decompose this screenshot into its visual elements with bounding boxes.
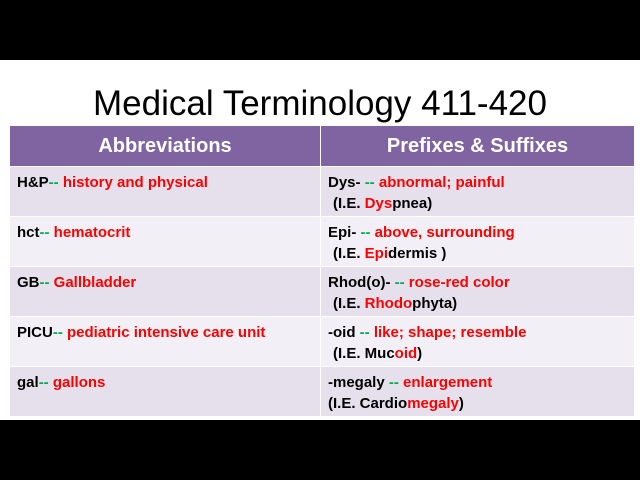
- prefixes-suffixes-header: Prefixes & Suffixes: [321, 126, 635, 167]
- example-highlight: Rhodo: [364, 295, 413, 312]
- term-cell: [321, 217, 635, 267]
- term-cell: [321, 167, 635, 217]
- table-header-row: [10, 126, 634, 167]
- abbreviation-cell: [10, 317, 321, 367]
- separator: --: [359, 324, 370, 341]
- separator: --: [364, 174, 375, 191]
- term-definition: above, surrounding: [370, 224, 515, 241]
- separator: --: [52, 324, 63, 341]
- separator: --: [388, 374, 399, 391]
- term-cell: [321, 367, 635, 417]
- abbreviation: PICU: [17, 324, 53, 341]
- example-prefix-text: (I.E.: [333, 295, 365, 312]
- table-row: [10, 317, 634, 367]
- term-cell: [321, 267, 635, 317]
- term-definition: like; shape; resemble: [369, 324, 527, 341]
- term-definition: rose-red color: [404, 274, 510, 291]
- abbreviation-cell: [10, 367, 321, 417]
- example-highlight: oid: [394, 345, 418, 362]
- term: Dys-: [328, 174, 361, 191]
- table-row: [10, 367, 634, 417]
- term: -oid: [328, 324, 356, 341]
- example-suffix-text: phyta): [412, 295, 458, 312]
- term-example: [328, 343, 628, 364]
- term: -megaly: [328, 374, 385, 391]
- terminology-table: [10, 126, 634, 416]
- term-cell: [321, 317, 635, 367]
- abbreviation-definition: history and physical: [58, 174, 208, 191]
- abbreviation-definition: Gallbladder: [49, 274, 137, 291]
- example-prefix-text: (I.E.: [333, 195, 365, 212]
- term-definition: enlargement: [398, 374, 493, 391]
- table-row: [10, 167, 634, 217]
- example-suffix-text: pnea): [392, 195, 433, 212]
- abbreviation: H&P: [17, 174, 49, 191]
- example-highlight: Epi: [364, 245, 389, 262]
- term: Rhod(o)-: [328, 274, 391, 291]
- term-definition: abnormal; painful: [374, 174, 505, 191]
- abbreviation-cell: [10, 217, 321, 267]
- abbreviation: gal: [17, 374, 39, 391]
- term-example: [328, 193, 628, 214]
- abbreviation-cell: [10, 167, 321, 217]
- term-example: [328, 293, 628, 314]
- abbreviation-definition: gallons: [48, 374, 106, 391]
- example-highlight: megaly: [407, 395, 459, 412]
- slide-title: Medical Terminology 411-420: [93, 84, 547, 123]
- example-suffix-text: dermis ): [388, 245, 447, 262]
- example-suffix-text: ): [458, 395, 464, 412]
- abbreviation-cell: [10, 267, 321, 317]
- abbreviation-definition: hematocrit: [49, 224, 131, 241]
- separator: --: [39, 224, 50, 241]
- separator: --: [360, 224, 371, 241]
- term: Epi-: [328, 224, 357, 241]
- example-suffix-text: ): [417, 345, 423, 362]
- separator: --: [38, 374, 49, 391]
- slide: [0, 60, 640, 420]
- abbreviation: GB: [17, 274, 40, 291]
- table-row: [10, 217, 634, 267]
- separator: --: [39, 274, 50, 291]
- term-example: [328, 393, 628, 414]
- separator: --: [48, 174, 59, 191]
- example-prefix-text: (I.E. Cardio: [328, 395, 408, 412]
- abbreviation: hct: [17, 224, 40, 241]
- term-example: [328, 243, 628, 264]
- abbreviations-header: Abbreviations: [10, 126, 321, 167]
- table-row: [10, 267, 634, 317]
- example-prefix-text: (I.E. Muc: [333, 345, 395, 362]
- example-prefix-text: (I.E.: [333, 245, 365, 262]
- example-highlight: Dys: [364, 195, 393, 212]
- abbreviation-definition: pediatric intensive care unit: [62, 324, 266, 341]
- separator: --: [394, 274, 405, 291]
